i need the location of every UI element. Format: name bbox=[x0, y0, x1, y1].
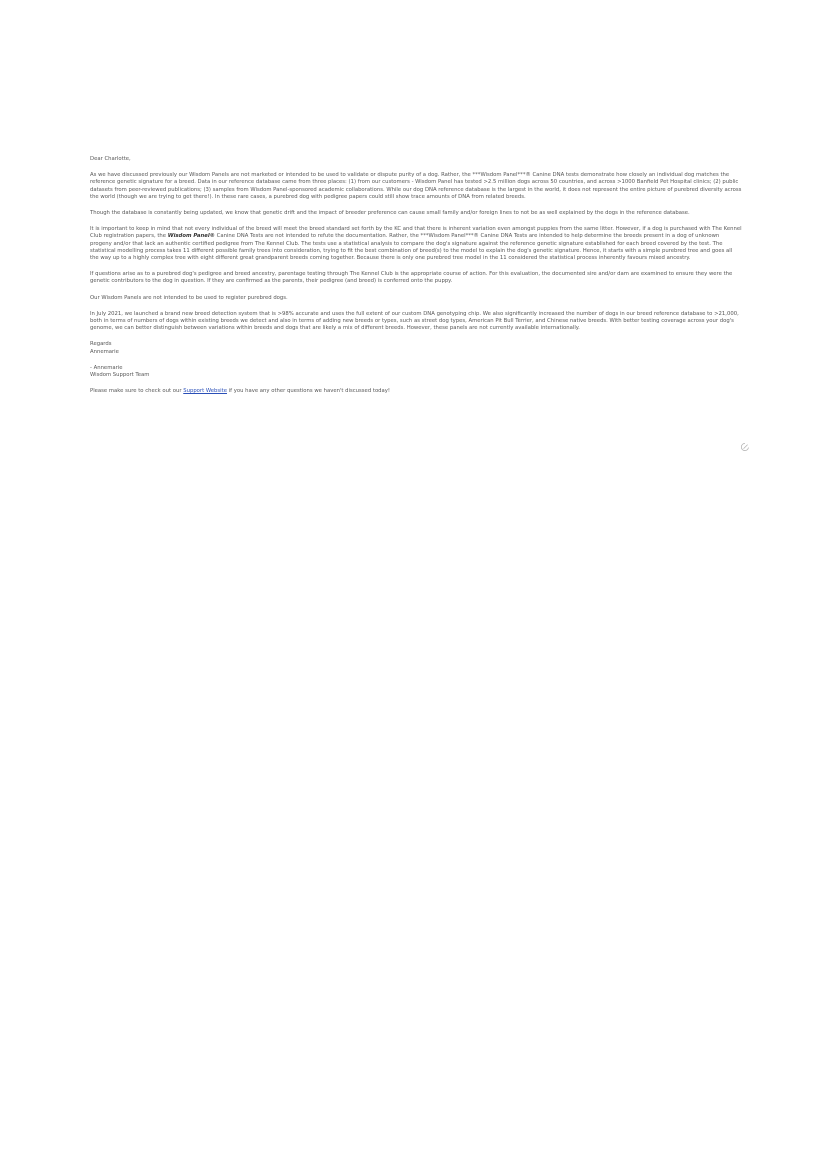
signature-block bbox=[90, 365, 742, 379]
paragraph-registration: Our Wisdom Panels are not intended to be used to register purebred dogs. bbox=[90, 294, 288, 301]
paragraph-breed-standard-start: It is important to keep in mind that not every individual of the breed will meet the breed standard set forth by the KC and that there is inherent variation even amongst puppies from the same litter. However, if a dog is purchased with The Kennel Club registration papers, the bbox=[90, 226, 742, 240]
pencil-edit-icon-svg bbox=[740, 442, 750, 452]
paragraph-parentage: If questions arise as to a purebred dog's pedigree and breed ancestry, parentage testing through The Kennel Club is the appropriate course of action. For this evaluation, the documented sire and/or dam are examined to ensure they were the genetic contributors to the dog in question. If they are confirmed as the parents, their pedigree (and breed) is conferred onto the puppy. bbox=[90, 271, 733, 285]
brand-name: Wisdom Panel® bbox=[167, 233, 215, 240]
regards-name: Annemarie bbox=[90, 348, 119, 355]
footer-text-end: if you have any other questions we haven't discussed today! bbox=[226, 388, 391, 395]
paragraph-breed-standard-rest: Canine DNA Tests are not intended to refute the documentation. Rather, the ***Wisdom Panel***® Canine DNA Tests are intended to help determine the breeds present in a dog of unknown progeny and/or that lack an authentic certified pedigree from The Kennel Club. The tests use a statistical analysis to compare the dog's signature against the reference genetic signature established for each breed covered by the test. The statistical modelling process takes 11 different possible family trees into consideration, trying to fit the best combination of breed(s) to the model to explain the dog's genetic signature. Hence, it starts with a simple purebred tree and goes all the way up to a highly complex tree with eight different great grandparent breeds coming together. Because there is only one purebred tree model in the 11 considered the statistical process inherently favours mixed ancestry. bbox=[90, 233, 733, 262]
paragraph-database: Though the database is constantly being updated, we know that genetic drift and the impact of breeder preference can cause small family and/or foreign lines to not be as well explained by the dogs in the reference database. bbox=[90, 210, 690, 217]
regards-text: Regards bbox=[90, 341, 112, 348]
regards-block bbox=[90, 341, 742, 355]
support-website-link[interactable]: Support Website bbox=[183, 388, 227, 395]
support-footer bbox=[90, 388, 742, 395]
paragraph-breed-standard bbox=[90, 226, 742, 262]
paragraph-purity: As we have discussed previously our Wisdom Panels are not marketed or intended to be used to validate or dispute purity of a dog. Rather, the ***Wisdom Panel***® Canine DNA tests demonstrate how closely an individual dog matches the reference genetic signature for a breed. Data in our reference database came from three places: (1) from our customers - Wisdom Panel has tested >2.5 million dogs across 50 countries, and across >1000 Banfield Pet Hospital clinics; (2) public datasets from peer-reviewed publications; (3) samples from Wisdom Panel-sponsored academic collaborations. While our dog DNA reference database is the largest in the world, it does not represent the entire picture of purebred diversity across the world (though we are trying to get there!). In these rare cases, a purebred dog with pedigree papers could still show trace amounts of DNA from related breeds. bbox=[90, 172, 742, 200]
paragraph-new-system: In July 2021, we launched a brand new breed detection system that is >98% accurate and uses the full extent of our custom DNA genotyping chip. We also significantly increased the number of dogs in our breed reference database to >21,000, both in terms of numbers of dogs within existing breeds we detect and also in terms of adding new breeds or types, such as street dog types, American Pit Bull Terrier, and Chinese native breeds. With better testing coverage across your dog's genome, we can better distinguish between variations within breeds and dogs that are likely a mix of different breeds. However, these panels are not currently available internationally. bbox=[90, 310, 739, 332]
closing bbox=[90, 341, 742, 395]
support-letter bbox=[90, 156, 742, 404]
signature-team: Wisdom Support Team bbox=[90, 372, 150, 379]
footer-text-start: Please make sure to check out our bbox=[90, 388, 184, 395]
greeting: Dear Charlotte, bbox=[90, 156, 131, 162]
pencil-edit-icon[interactable] bbox=[740, 437, 750, 447]
signature-name: - Annemarie bbox=[90, 364, 123, 371]
